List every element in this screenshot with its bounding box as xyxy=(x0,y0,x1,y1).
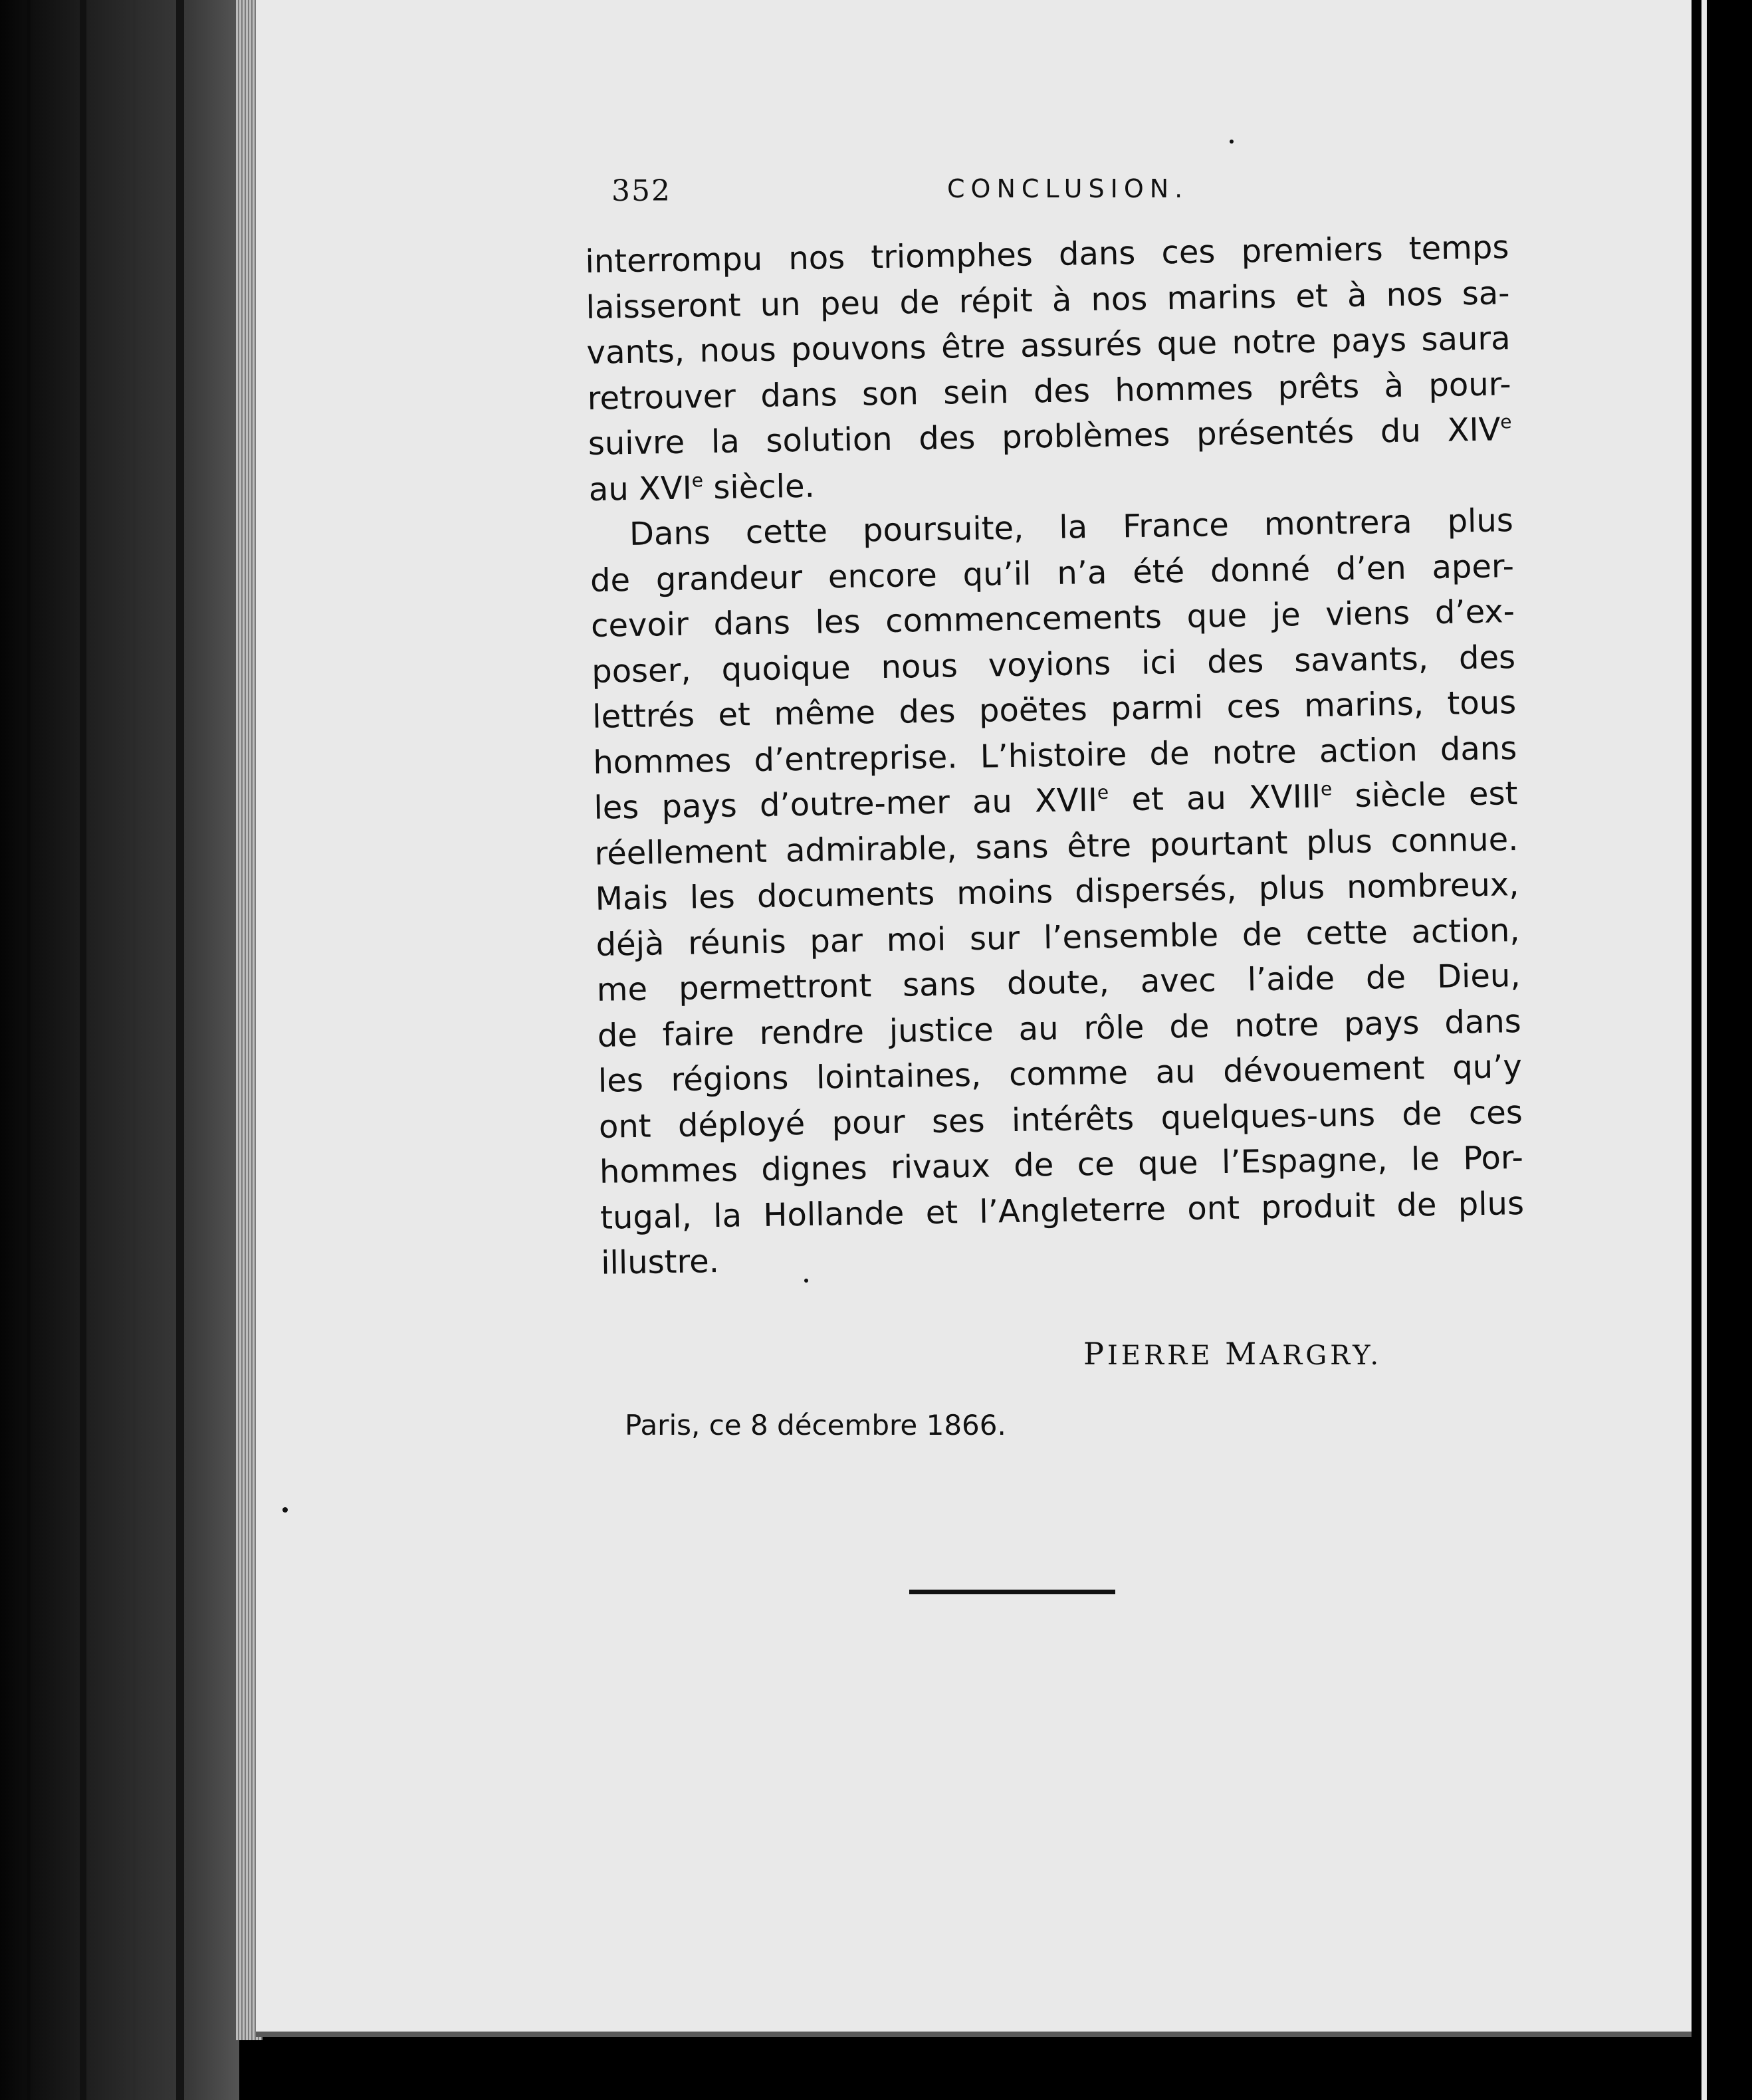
page-number: 352 xyxy=(611,174,671,208)
text-line: me permettront sans doute, avec l’aide de Dieu, xyxy=(596,957,1521,1009)
text-line: de faire rendre justice au rôle de notre pays dans xyxy=(597,1002,1522,1055)
book-spine xyxy=(0,0,239,2100)
author-signature xyxy=(1083,1336,1382,1372)
text-segment: siècle. xyxy=(703,467,816,506)
facing-page-edge xyxy=(1701,0,1707,2100)
body-text xyxy=(585,225,1525,1286)
signature-smallcaps: IERRE xyxy=(1107,1340,1214,1371)
text-line: Dans cette poursuite, la France montrera plus xyxy=(629,502,1514,553)
text-line: illustre. xyxy=(600,1243,720,1282)
dateline: Paris, ce 8 décembre 1866. xyxy=(625,1409,1006,1441)
text-segment: au XVI xyxy=(588,469,693,508)
text-line: déjà réunis par moi sur l’ensemble de cette action, xyxy=(596,911,1520,964)
text-line: tugal, la Hollande et l’Angleterre ont produit de plus xyxy=(600,1184,1525,1237)
text-line: cevoir dans les commencements que je viens d’ex- xyxy=(590,593,1515,645)
text-segment: siècle est xyxy=(1331,775,1518,815)
ink-speck xyxy=(804,1279,808,1283)
superscript: e xyxy=(1499,411,1512,433)
text-line: interrompu nos triomphes dans ces premiers temps xyxy=(585,229,1509,280)
text-line: ont déployé pour ses intérêts quelques-uns de ces xyxy=(598,1093,1523,1146)
right-margin-dark xyxy=(1692,0,1752,2100)
text-line: de grandeur encore qu’il n’a été donné d’en aper- xyxy=(590,547,1515,599)
text-segment: suivre la solution des problèmes présentés du XIV xyxy=(588,411,1501,463)
text-line: laisseront un peu de répit à nos marins et à nos sa- xyxy=(586,274,1510,326)
superscript: e xyxy=(1320,778,1333,800)
superscript: e xyxy=(1097,781,1109,803)
text-line: lettrés et même des poëtes parmi ces marins, tous xyxy=(592,684,1517,736)
ink-speck xyxy=(282,1507,288,1513)
text-line: hommes dignes rivaux de ce que l’Espagne, le Por- xyxy=(599,1138,1524,1191)
signature-initial: P xyxy=(1083,1336,1107,1372)
text-line: hommes d’entreprise. L’histoire de notre action dans xyxy=(592,729,1517,782)
end-rule xyxy=(909,1590,1115,1594)
text-line: poser, quoique nous voyions ici des savants, des xyxy=(591,638,1516,690)
superscript: e xyxy=(691,469,704,492)
ink-speck xyxy=(1230,140,1234,144)
text-line: réellement admirable, sans être pourtant plus connue. xyxy=(594,820,1519,873)
text-line: Mais les documents moins dispersés, plus nombreux, xyxy=(595,866,1519,918)
text-segment: et au XVIII xyxy=(1108,778,1321,819)
signature-initial: M xyxy=(1225,1336,1260,1372)
text-line: les régions lointaines, comme au dévouement qu’y xyxy=(598,1048,1523,1100)
text-line: vants, nous pouvons être assurés que notre pays saura xyxy=(586,320,1511,371)
signature-smallcaps: ARGRY. xyxy=(1259,1340,1382,1371)
text-segment: les pays d’outre-mer au XVII xyxy=(594,781,1098,827)
running-title: CONCLUSION. xyxy=(947,174,1189,203)
text-line: retrouver dans son sein des hommes prêts à pour- xyxy=(587,365,1512,417)
